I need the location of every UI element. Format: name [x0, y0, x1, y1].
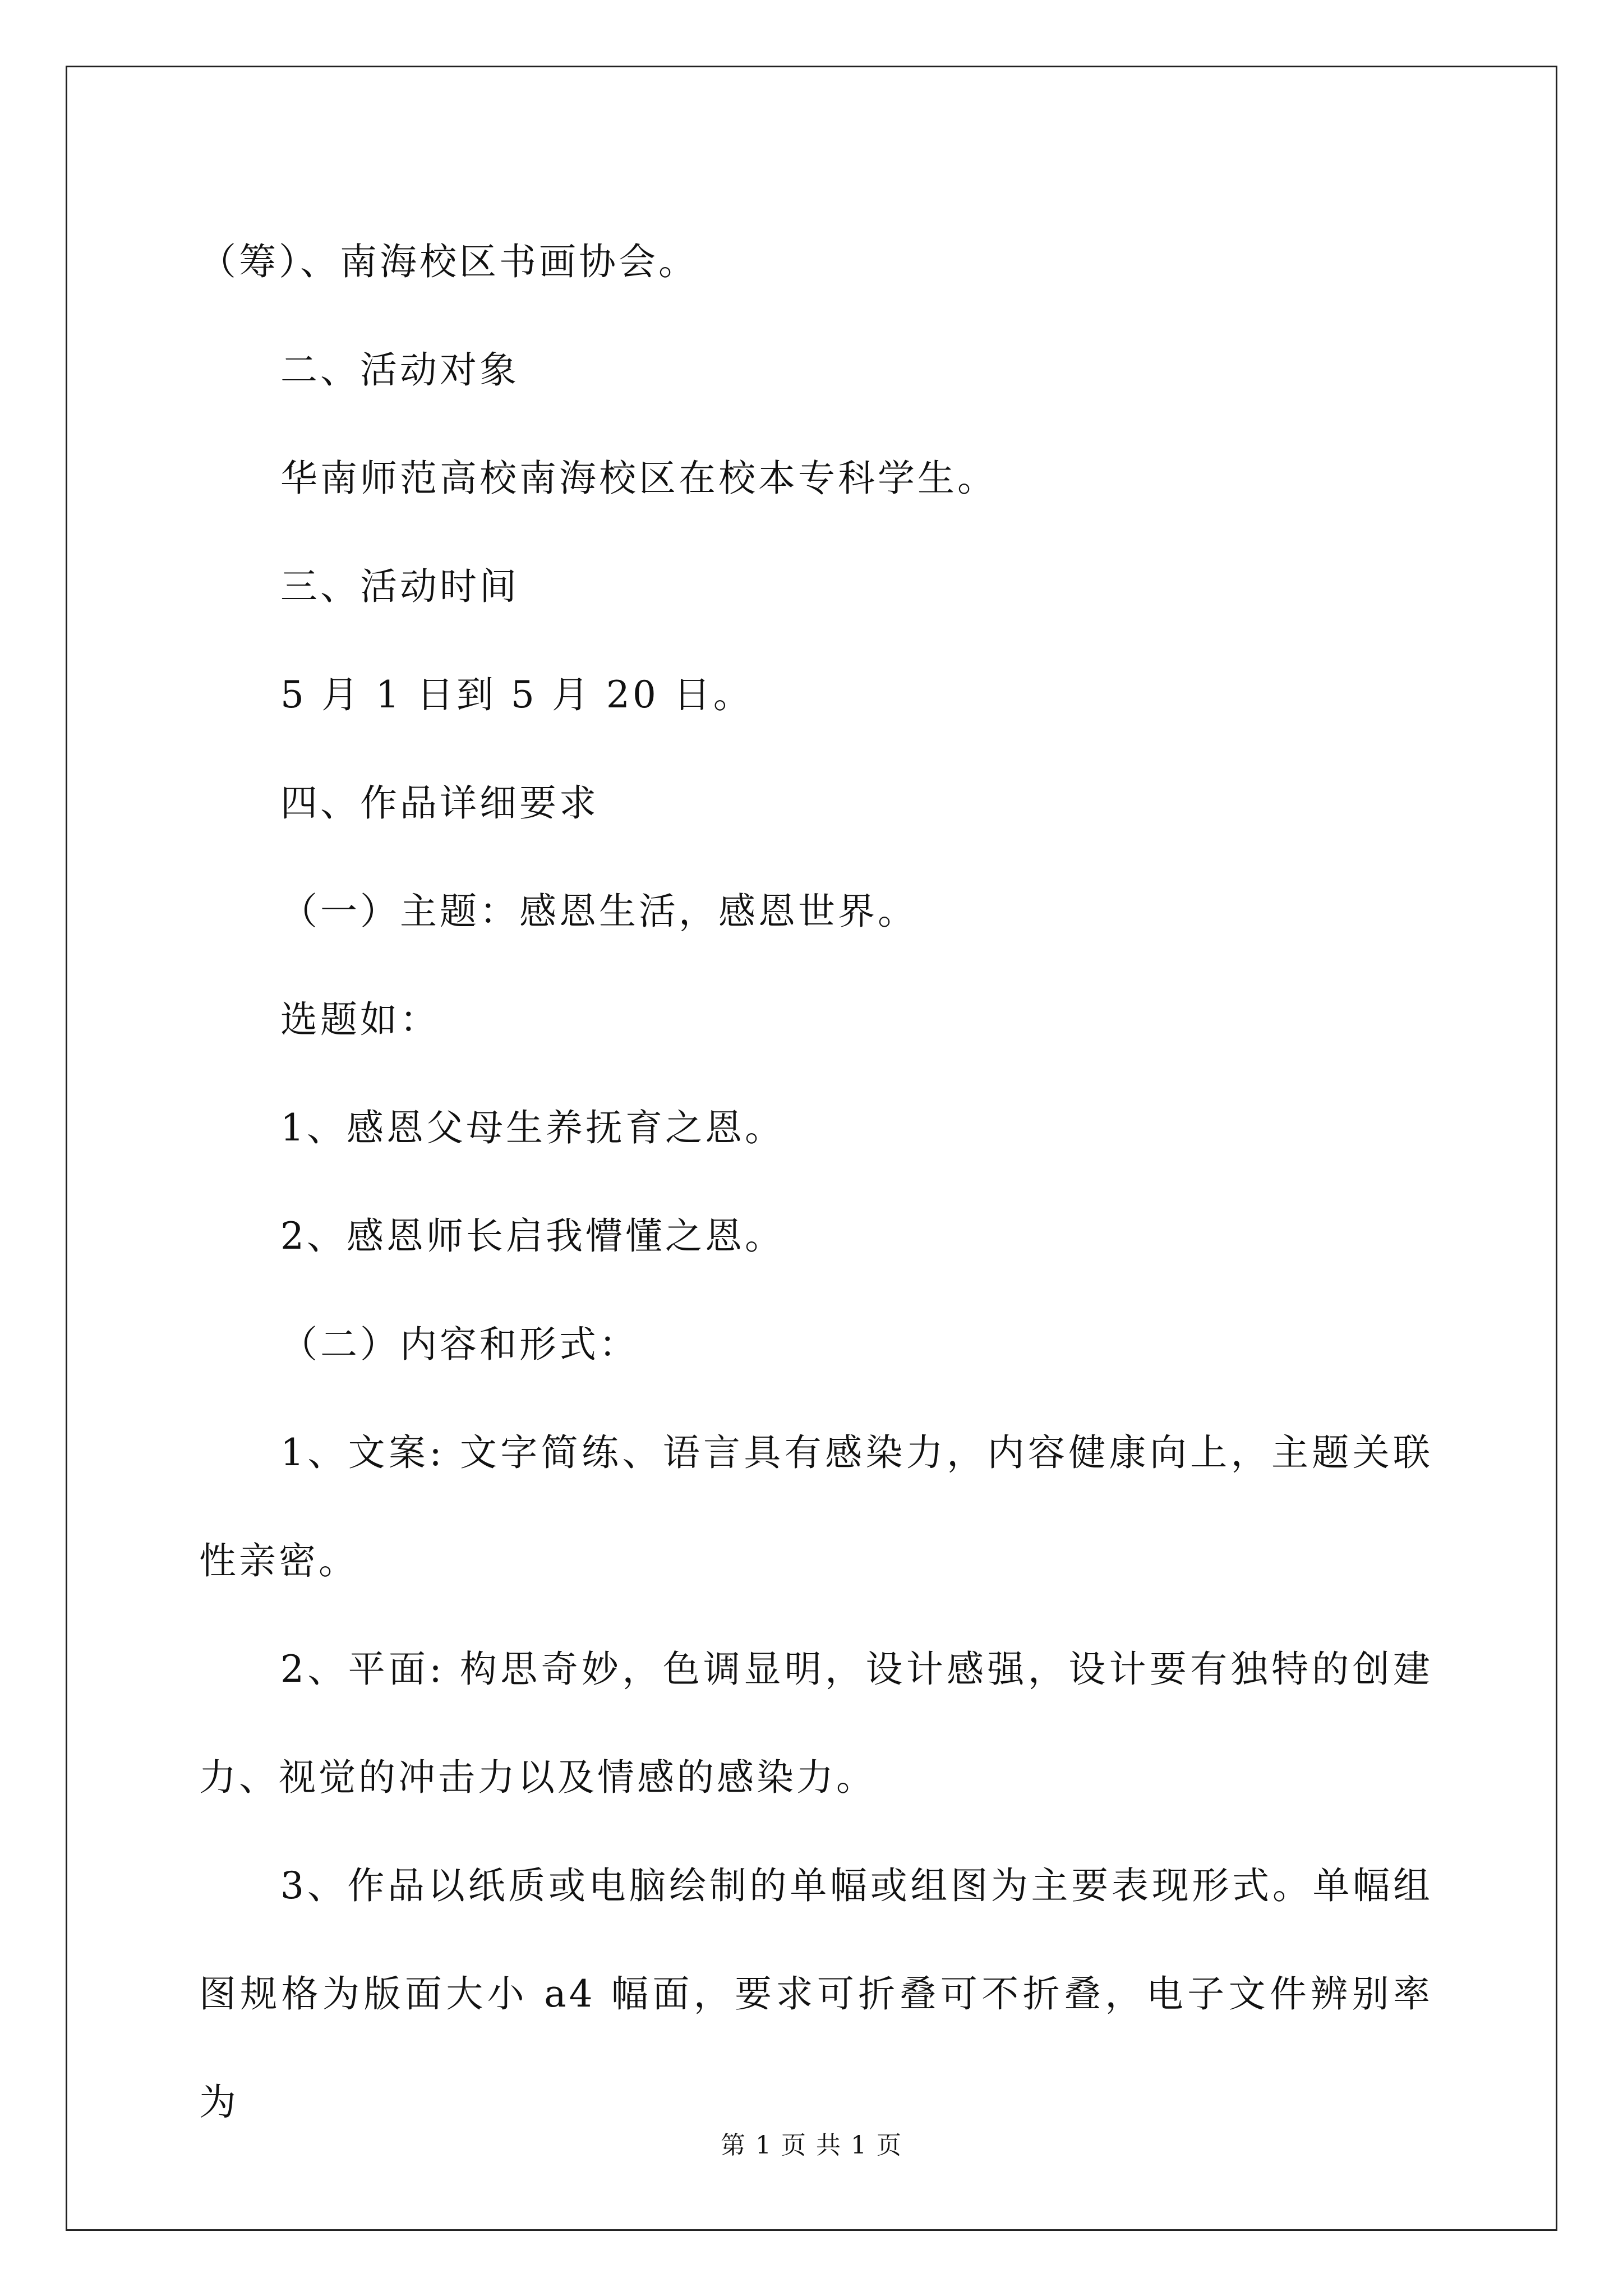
paragraph-activity-time: 5 月 1 日到 5 月 20 日。	[280, 673, 753, 716]
list-item-copywriting: 1、文案: 文字简练、语言具有感染力，内容健康向上，主题关联性亲密。	[199, 1431, 1433, 1582]
heading-work-requirements: 四、作品详细要求	[280, 781, 599, 825]
heading-activity-target: 二、活动对象	[280, 348, 519, 392]
list-item-graphic: 2、平面: 构思奇妙，色调显明，设计感强，设计要有独特的创建力、视觉的冲击力以及情感的感染力。	[199, 1648, 1433, 1799]
document-body	[199, 208, 1433, 2156]
list-item-topic-2: 2、感恩师长启我懵懂之恩。	[280, 1214, 785, 1258]
paragraph-theme: （一）主题：感恩生活，感恩世界。	[280, 890, 917, 933]
paragraph-topic-intro: 选题如：	[280, 998, 440, 1041]
paragraph-activity-target: 华南师范高校南海校区在校本专科学生。	[280, 457, 997, 500]
paragraph-organizer-line: （筹）、南海校区书画协会。	[199, 240, 698, 283]
list-item-topic-1: 1、感恩父母生养抚育之恩。	[280, 1106, 785, 1149]
heading-activity-time: 三、活动时间	[280, 565, 519, 608]
heading-content-form: （二）内容和形式：	[280, 1323, 639, 1366]
page-footer: 第 1 页 共 1 页	[721, 2131, 902, 2160]
list-item-format: 3、作品以纸质或电脑绘制的单幅或组图为主要表现形式。单幅组图规格为版面大小 a4 幅面，要求可折叠可不折叠，电子文件辨别率为	[199, 1864, 1433, 2124]
